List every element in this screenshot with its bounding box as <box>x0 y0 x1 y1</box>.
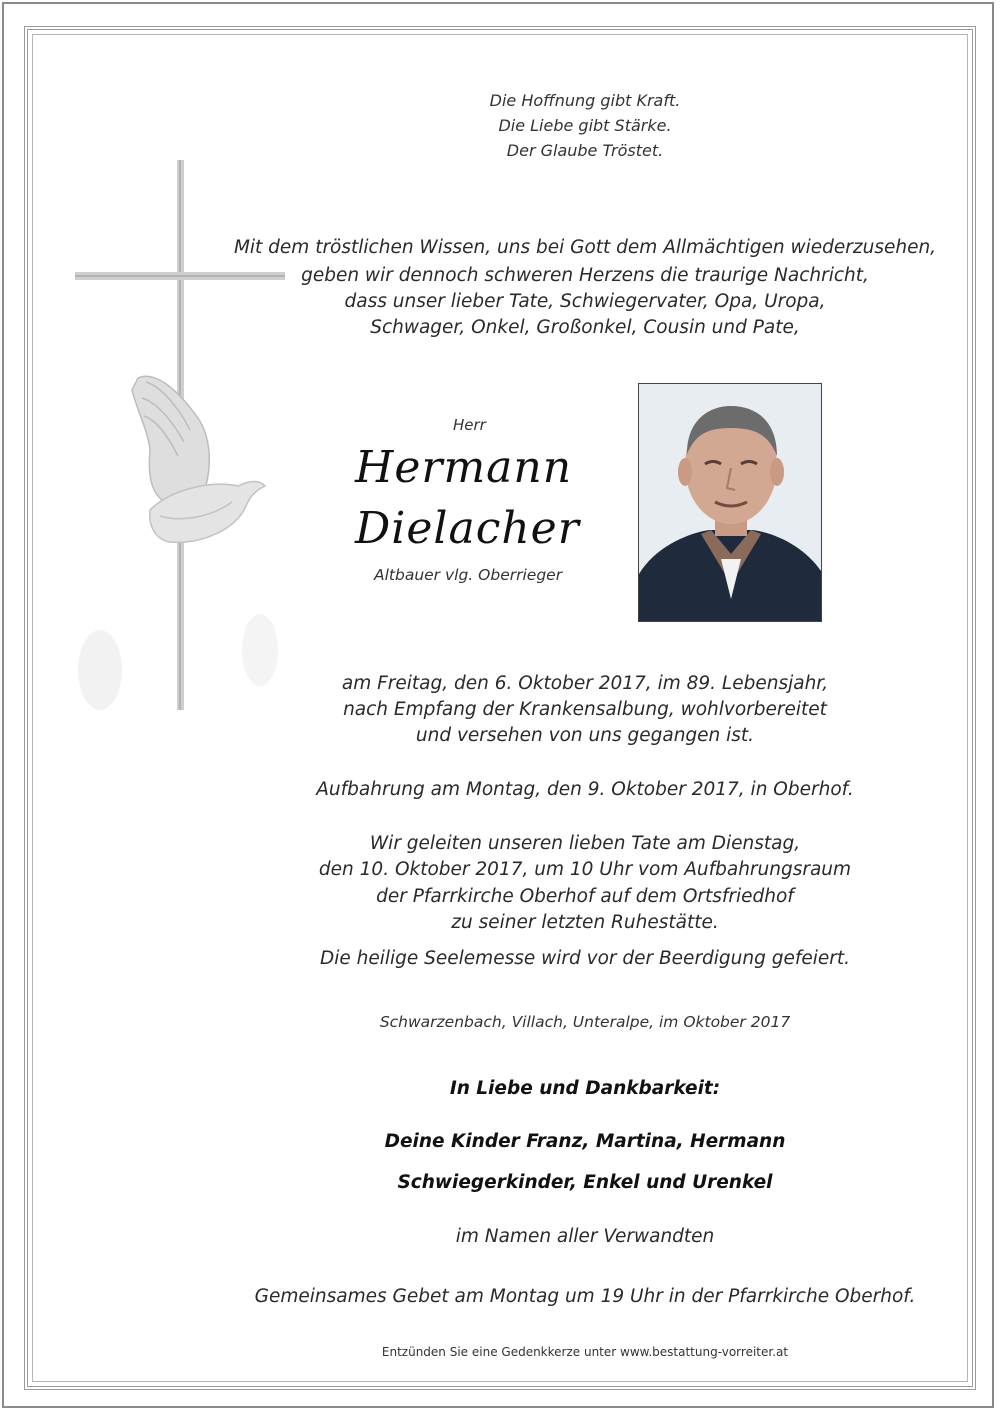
on-behalf-line: im Namen aller Verwandten <box>455 1226 715 1247</box>
death-notice-line: am Freitag, den 6. Oktober 2017, im 89. Lebensjahr, <box>341 673 829 694</box>
prayer-info: Gemeinsames Gebet am Montag um 19 Uhr in der Pfarrkirche Oberhof. <box>254 1286 916 1307</box>
motto-line: Die Liebe gibt Stärke. <box>498 116 672 135</box>
funeral-line: der Pfarrkirche Oberhof auf dem Ortsfriedhof <box>376 886 794 907</box>
mass-info: Die heilige Seelemesse wird vor der Beerdigung gefeiert. <box>319 948 851 969</box>
salutation: Herr <box>453 416 486 434</box>
portrait-image <box>639 384 822 622</box>
death-notice-line: nach Empfang der Krankensalbung, wohlvorbereitet <box>343 699 827 720</box>
footer-candle-link[interactable]: Entzünden Sie eine Gedenkkerze unter www.bestattung-vorreiter.at <box>381 1345 789 1359</box>
intro-line: geben wir dennoch schweren Herzens die traurige Nachricht, <box>301 265 869 286</box>
funeral-line: zu seiner letzten Ruhestätte. <box>451 912 719 933</box>
intro-line: Mit dem tröstlichen Wissen, uns bei Gott dem Allmächtigen wiederzusehen, <box>233 237 937 258</box>
intro-line: dass unser lieber Tate, Schwiegervater, Opa, Uropa, <box>344 291 826 312</box>
portrait-photo <box>638 383 822 622</box>
motto-line: Der Glaube Tröstet. <box>506 141 664 160</box>
motto-line: Die Hoffnung gibt Kraft. <box>489 91 681 110</box>
mourners-children: Deine Kinder Franz, Martina, Hermann <box>384 1131 786 1152</box>
last-name: Dielacher <box>355 503 580 554</box>
place-date: Schwarzenbach, Villach, Unteralpe, im Oktober 2017 <box>379 1013 791 1031</box>
intro-line: Schwager, Onkel, Großonkel, Cousin und Pate, <box>370 317 800 338</box>
occupation-subtitle: Altbauer vlg. Oberrieger <box>374 566 563 584</box>
viewing-info: Aufbahrung am Montag, den 9. Oktober 2017, in Oberhof. <box>316 779 854 800</box>
mourners-relatives: Schwiegerkinder, Enkel und Urenkel <box>397 1172 773 1193</box>
funeral-line: Wir geleiten unseren lieben Tate am Dienstag, <box>369 833 801 854</box>
first-name: Hermann <box>355 442 573 493</box>
funeral-line: den 10. Oktober 2017, um 10 Uhr vom Aufbahrungsraum <box>318 859 852 880</box>
closing-heading: In Liebe und Dankbarkeit: <box>449 1078 721 1099</box>
death-notice-line: und versehen von uns gegangen ist. <box>415 725 755 746</box>
